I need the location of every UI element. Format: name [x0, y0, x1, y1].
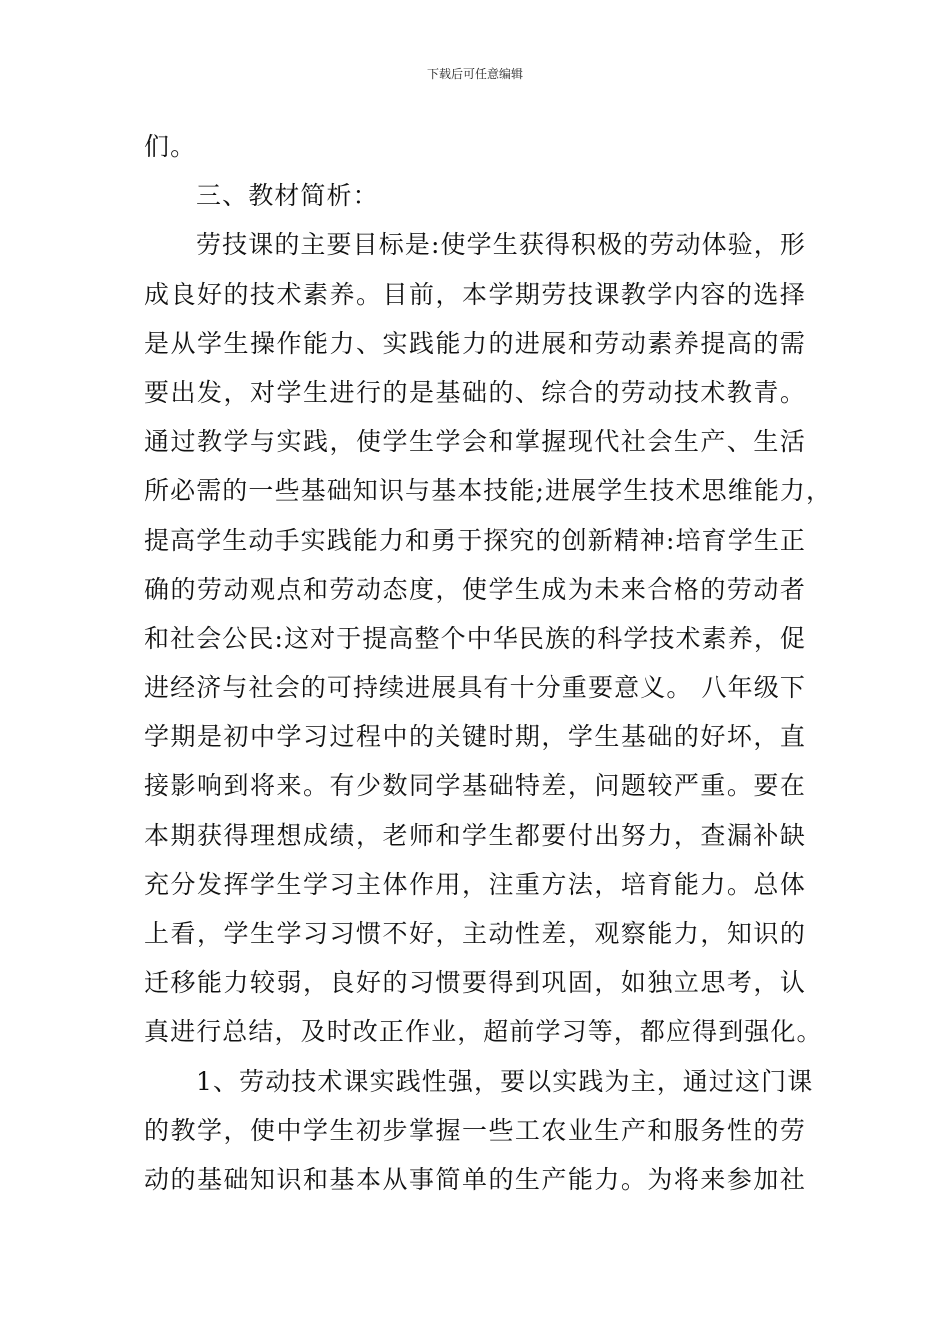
text-line: 提高学生动手实践能力和勇于探究的创新精神:培育学生正	[144, 525, 807, 555]
section-heading: 三、教材简析：	[196, 181, 379, 211]
text-line: 通过教学与实践，使学生学会和掌握现代社会生产、生活	[144, 427, 806, 457]
text-line: 成良好的技术素养。目前，本学期劳技课教学内容的选择	[144, 279, 806, 309]
text-line: 本期获得理想成绩，老师和学生都要付出努力，查漏补缺	[144, 820, 806, 850]
text-line: 的教学，使中学生初步掌握一些工农业生产和服务性的劳	[144, 1115, 806, 1145]
body-text	[144, 122, 833, 1204]
text-line: 是从学生操作能力、实践能力的进展和劳动素养提高的需	[144, 328, 806, 358]
page-header-note: 下载后可任意编辑	[426, 67, 523, 81]
text-line: 和社会公民:这对于提高整个中华民族的科学技术素养，促	[144, 623, 807, 653]
text-line: 要出发，对学生进行的是基础的、综合的劳动技术教青。	[144, 377, 806, 407]
text-line: 接影响到将来。有少数同学基础特差，问题较严重。要在	[144, 771, 806, 801]
text-line: 1、劳动技术课实践性强，要以实践为主，通过这门课	[196, 1066, 814, 1096]
text-line: 所必需的一些基础知识与基本技能;进展学生技术思维能力，	[144, 476, 833, 506]
text-line: 充分发挥学生学习主体作用，注重方法，培育能力。总体	[144, 869, 806, 899]
text-line: 进经济与社会的可持续进展具有十分重要意义。 八年级下	[144, 673, 806, 703]
text-line: 学期是初中学习过程中的关键时期，学生基础的好坏，直	[144, 722, 806, 752]
text-line: 上看，学生学习习惯不好，主动性差，观察能力，知识的	[144, 919, 806, 948]
text-line: 动的基础知识和基本从事简单的生产能力。为将来参加社	[144, 1164, 806, 1194]
text-line: 劳技课的主要目标是:使学生获得积极的劳动体验，形	[196, 230, 806, 260]
text-line: 迁移能力较弱，良好的习惯要得到巩固，如独立思考，认	[144, 968, 806, 998]
text-line: 真进行总结，及时改正作业，超前学习等，都应得到强化。	[144, 1017, 823, 1047]
text-line: 确的劳动观点和劳动态度，使学生成为未来合格的劳动者	[144, 574, 806, 604]
text-line: 们。	[144, 132, 197, 161]
